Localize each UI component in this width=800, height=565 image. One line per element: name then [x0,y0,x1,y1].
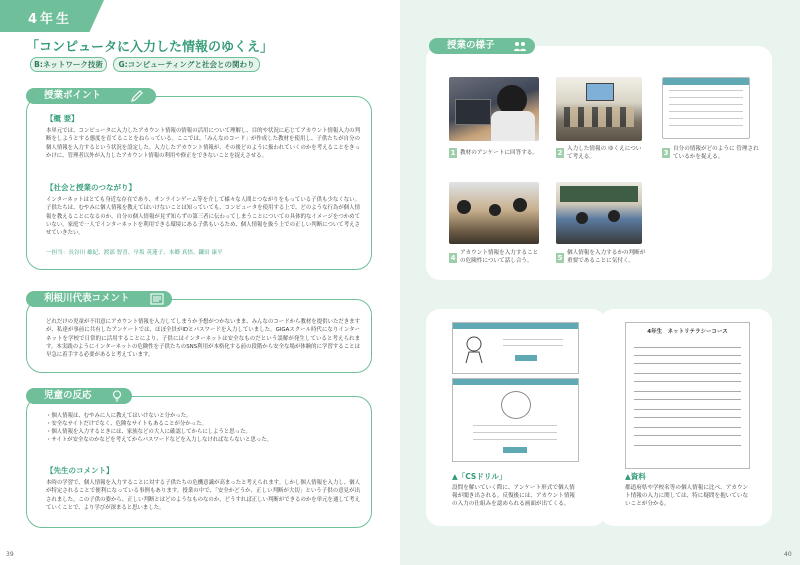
caption-number: 1 [450,149,456,157]
caption-text: 教材のアンケートに回答する。 [460,150,538,156]
worksheet-heading: 4年生 ネットリテラシーコース [647,329,728,335]
teacher-comment-text: 本時の学習で、個人情報を入力することに対する子供たちの危機意識が高まったと考えられます。しかし個人情報を入力し、個人が特定されることで便利になっている事例もあります。授業の中で、「安全かどうか、正しい判断が大切」という子供の意見が出されました。この子供の姿から、正しい判断とはどのようなものなのか、どうすれば正しい判断ができるのかを単元を通して考えていくことで、より学びが深まると思いました。 [46,480,360,511]
reaction-item: ・サイトが安全なのかなどを考えてからパスワードなどを入力しなければならないと思った。 [46,437,273,443]
points-label-text: 授業ポイント [44,90,102,101]
reaction-label [26,388,132,404]
lesson-title: 「コンピュータに入力した情報のゆくえ」 [26,40,274,55]
overview-text: 本単元では、コンピュータに入力したアカウント情報の情報の活用について理解し、目的や状況に応じてアカウント情報入力の判断をしようとする態度を育てることをねらっている。ここでは、「みんなのコード」が作成した教材を使用し、子供たちが自分の個人情報を入力するという状況を設定した。入力したアカウント情報が、その後どのように扱われていくのかを考えることをきっかけに、管理者以外が入力したアカウント情報の利用や修正をできないことを捉えさせる。 [46,128,360,159]
overview-heading: 【概 要】 [46,114,79,123]
tag-network: B:ネットワーク技術 [30,57,107,72]
photo-screen-management [662,77,750,139]
reaction-label-text: 児童の反応 [44,390,92,401]
worksheet-scan [625,322,750,469]
caption-number: 4 [450,254,456,262]
worksheet-lines [634,341,741,446]
worksheet-text: 都道府県や学校名等の個人情報に比べ、アカウント情報の入力に関しては、特に疑問を抱いていないことが分かる。 [625,485,749,507]
comment-label [26,291,172,307]
lesson-scene-label [429,38,535,54]
authors: 一担当：長谷川 雄紀、渡部 智喜、早坂 英蓮子、本郷 真悟、鎌田 康平 [46,250,223,256]
lightbulb-icon [112,390,122,408]
caption-number: 3 [663,149,669,157]
character-illustration [461,335,487,365]
caption-number: 5 [557,254,563,262]
tag-computing-society: G:コンピューティングと社会との関わり [113,57,260,72]
comment-label-text: 利根川代表コメント [44,293,130,304]
page-number-right: 40 [784,551,792,558]
people-icon [513,40,527,58]
worksheet-title: ▲資料 [625,472,646,481]
pencil-icon [130,89,144,109]
grade-label: 4年生 [28,12,73,27]
cs-drill-text: 設問を解いていく際に、アンケート形式で個人情報が聞き出される。反復後には、アカウント情報の入力の仕組みを認められる画面が出てくる。 [452,485,576,507]
points-label [26,88,156,104]
caption-text: アカウント情報を入力することの危険性について話し合う。 [460,250,539,264]
page-number-left: 39 [6,551,14,558]
photo-answering-questionnaire [449,77,539,141]
photo-thinking-about-info [556,77,642,141]
lesson-scene-label-text: 授業の様子 [447,40,495,51]
caption-text: 個人情報を入力するかの判断が重要であることに気付く。 [567,250,646,264]
photo-realization [556,182,642,244]
reaction-item: ・個人情報を入力するときには、家族などの大人に確認してからにしようと思った。 [46,429,251,435]
caption-number: 2 [557,149,563,157]
reaction-item: ・安全なサイトだけでなく、危険なサイトもあることが分かった。 [46,421,207,427]
reaction-item: ・個人情報は、むやみに人に教えてはいけないと分かった。 [46,413,192,419]
cs-drill-screen-2 [452,378,579,462]
caption-text: 入力した情報の ゆくえについて考える。 [567,146,642,160]
photo-discussion [449,182,539,244]
comment-text: どれだけの児童が不用意にアカウント情報を入力してしまうか予想がつかないまま、みんなのコードから教材を提供いただきますが、私達が事前に共有したアンケートでは、ほぼ全員がIDとパスワードを入力していました。GIGAスクール時代になりインターネットを学校で日常的に活用することにより、子供にはインターネットは安全なものだという誤解が発生していると考えられます。本実践のようにインターネットの危険性を子供たちのSNS利用が本格化する前の段階から安全な場が体験的に学習することは早急に着手する必要があると考えています。 [46,319,360,359]
connection-text: インターネットはとても身近な存在であり、オンラインゲーム等を介して様々な人間とつながりをもっている子供も少なくない。子供たちは、むやみに個人情報を教えてはいけないことは知っていても、コンピュータを使用する上で、どのような行為が個人情報を教えることになるのか、自分の個人情報が見ず知らずの第三者に伝わってしまうことについての具体的なイメージをつかめていない。家庭で一人でインターネットを利用できる環境にある子供もいるため、個人情報を扱う上での正しい判断について考えさせていきたい。 [46,197,360,237]
right-page [400,0,800,565]
cs-drill-title: ▲「CSドリル」 [452,472,507,481]
cs-drill-screen-1 [452,322,579,374]
caption-text: 自分の情報がどのように 管理されているかを捉える。 [673,146,759,160]
connection-heading: 【社会と授業のつながり】 [46,183,136,192]
teacher-comment-heading: 【先生のコメント】 [46,466,114,475]
document-icon [150,293,164,311]
